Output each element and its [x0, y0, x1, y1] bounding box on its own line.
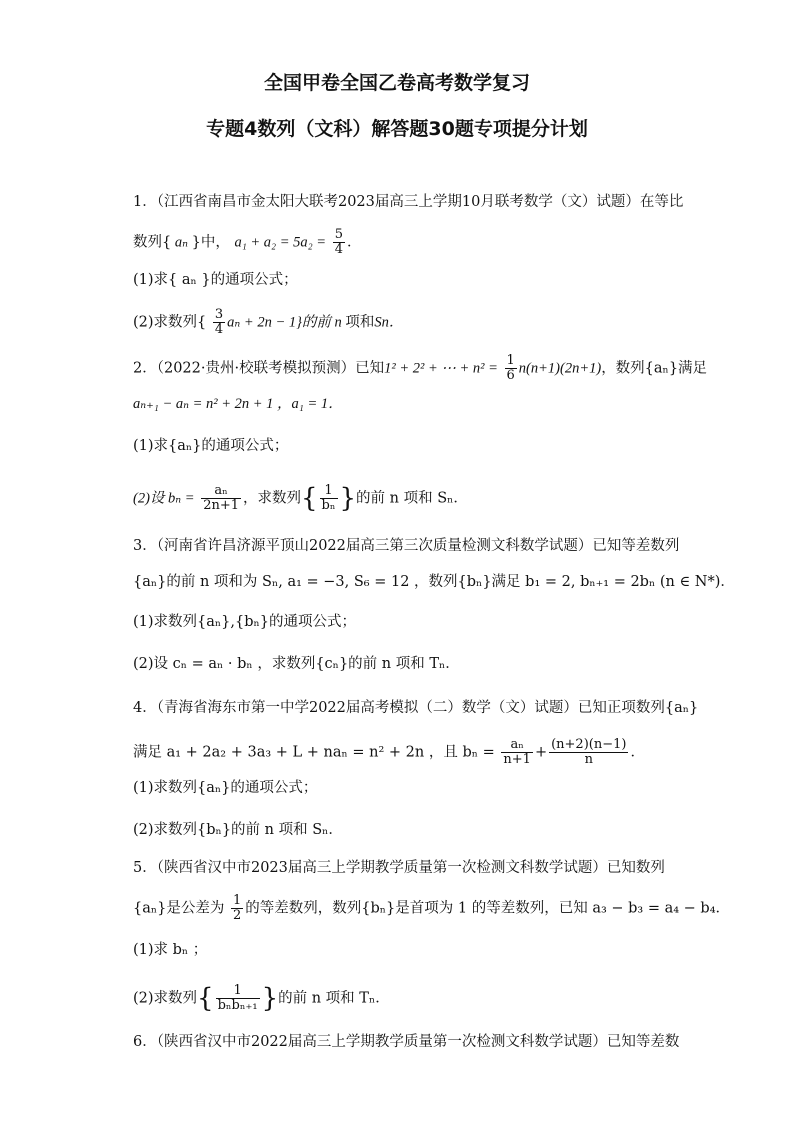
problem-5-source: 5．（陕西省汉中市2023届高三上学期教学质量第一次检测文科数学试题）已知数列: [133, 860, 665, 876]
fraction: $\frac{1}{\text{bₙbₙ₊₁}}$: [217, 983, 258, 1013]
problem-4-q2: (2)求数列{bₙ}的前 n 项和 Sₙ．: [133, 822, 343, 838]
fraction: $\frac{3}{4}$: [214, 307, 224, 337]
problem-4-statement: 满足 a₁ + 2a₂ + 3a₃ + L + naₙ = n² + 2n ，且 bₙ = $\frac{\text{aₙ}}{n+1}$ + $\frac{(n+2)(n-1)}{n}$ ．: [133, 737, 645, 767]
fraction: $\frac{(n+2)(n-1)}{n}$: [551, 737, 627, 767]
fraction: $\frac{\text{aₙ}}{n+1}$: [503, 737, 531, 767]
problem-3-q2: (2)设 cₙ = aₙ · bₙ ，求数列{cₙ}的前 n 项和 Tₙ．: [133, 656, 460, 672]
problem-3-statement: {aₙ}的前 n 项和为 Sₙ, a₁ = −3, S₆ = 12 ，数列{bₙ}满足 b₁ = 2, bₙ₊₁ = 2bₙ (n ∈ N*)．: [133, 574, 735, 590]
problem-1-source: 1．（江西省南昌市金太阳大联考2023届高三上学期10月联考数学（文）试题）在等比: [133, 194, 684, 210]
fraction: $\frac{1}{\text{bₙ}}$: [321, 483, 336, 513]
problem-2-source: 2．（2022·贵州·校联考模拟预测）已知1² + 2² + ⋯ + n² = $\frac{1}{6}$ n(n+1)(2n+1)，数列{aₙ}满足: [133, 353, 708, 383]
fraction: $\frac{5}{4}$: [334, 227, 343, 257]
problem-4-q1: (1)求数列{aₙ}的通项公式；: [133, 780, 318, 796]
fraction: $\frac{\text{aₙ}}{2n+1}$: [203, 483, 239, 513]
document-subtitle: 专题4数列（文科）解答题30题专项提分计划: [206, 118, 588, 140]
problem-2-q1: (1)求{aₙ}的通项公式；: [133, 438, 289, 454]
problem-1-q1: (1)求{ aₙ }的通项公式；: [133, 272, 298, 288]
problem-5-q1: (1)求 bₙ ；: [133, 942, 208, 958]
problem-3-source: 3．（河南省许昌济源平顶山2022届高三第三次质量检测文科数学试题）已知等差数列: [133, 538, 680, 554]
problem-5-q2: (2)求数列{ $\frac{1}{\text{bₙbₙ₊₁}}$ }的前 n 项和 Tₙ．: [133, 983, 390, 1014]
problem-6-source: 6．（陕西省汉中市2022届高三上学期教学质量第一次检测文科数学试题）已知等差数: [133, 1034, 680, 1050]
document-title: 全国甲卷全国乙卷高考数学复习: [263, 72, 530, 94]
problem-1-q2: (2)求数列{ $\frac{3}{4}$ aₙ + 2n − 1}的前 n 项和Sn．: [133, 307, 404, 337]
problem-4-source: 4．（青海省海东市第一中学2022届高考模拟（二）数学（文）试题）已知正项数列{aₙ}: [133, 700, 699, 716]
problem-2-recurrence: aₙ₊₁ − aₙ = n² + 2n + 1 ，a₁ = 1．: [133, 396, 343, 412]
problem-3-q1: (1)求数列{aₙ},{bₙ}的通项公式；: [133, 614, 357, 630]
problem-1-statement: 数列{ aₙ }中， a₁ + a₂ = 5a₂ = $\frac{5}{4}$ ．: [133, 227, 362, 257]
problem-2-q2: (2)设 bₙ = $\frac{\text{aₙ}}{2n+1}$ ，求数列{ $\frac{1}{\text{bₙ}}$ }的前 n 项和 Sₙ．: [133, 483, 468, 514]
problem-5-statement: {aₙ}是公差为 $\frac{1}{2}$ 的等差数列，数列{bₙ}是首项为 1 的等差数列，已知 a₃ − b₃ = a₄ − b₄．: [133, 893, 731, 923]
fraction: $\frac{1}{2}$: [232, 893, 242, 923]
fraction: $\frac{1}{6}$: [506, 353, 515, 383]
